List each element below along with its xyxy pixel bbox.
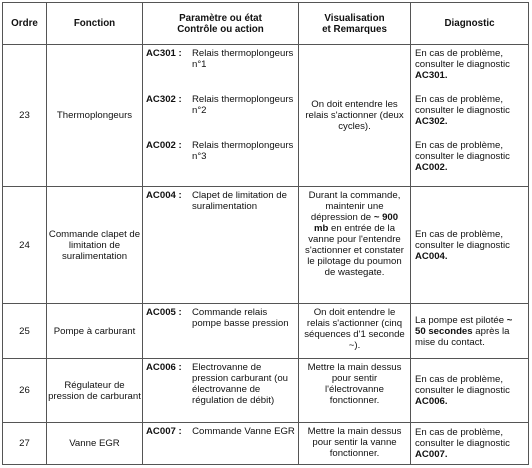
action-code: AC007 : xyxy=(146,426,182,437)
action-label: Commande relais pompe basse pression xyxy=(192,307,289,329)
cell-diagnostic: En cas de problème, consulter le diagnostic AC006. xyxy=(411,359,529,423)
action-code: AC005 : xyxy=(146,307,182,318)
cell-diagnostic: En cas de problème, consulter le diagnostic AC007. xyxy=(411,423,529,465)
action-label: Commande Vanne EGR xyxy=(192,426,295,437)
header-visualisation: Visualisation et Remarques xyxy=(299,3,411,45)
cell-diagnostic xyxy=(411,45,529,187)
table-row xyxy=(3,187,529,304)
diagnostic-entry: En cas de problème, consulter le diagnostic AC302. xyxy=(415,94,510,127)
action-label: Relais thermoplongeurs n°1 xyxy=(192,48,294,70)
cell-fonction: Thermoplongeurs xyxy=(47,45,143,187)
cell-ordre: 26 xyxy=(3,359,47,423)
cell-parametre xyxy=(143,304,299,359)
diagnostic-entry: En cas de problème, consulter le diagnostic AC002. xyxy=(415,140,510,173)
action-code: AC002 : xyxy=(146,140,182,151)
diagnostic-entry: En cas de problème, consulter le diagnostic AC301. xyxy=(415,48,510,81)
cell-ordre: 25 xyxy=(3,304,47,359)
table-row xyxy=(3,359,529,423)
diagnostic-table xyxy=(2,2,529,465)
cell-ordre: 27 xyxy=(3,423,47,465)
diagnostic-table-container xyxy=(2,2,529,465)
cell-parametre xyxy=(143,45,299,187)
header-ordre: Ordre xyxy=(3,3,47,45)
cell-ordre: 24 xyxy=(3,187,47,304)
action-label: Clapet de limitation de suralimentation xyxy=(192,190,287,212)
action-label: Relais thermoplongeurs n°3 xyxy=(192,140,294,162)
action-label: Electrovanne de pression carburant (ou électrovanne de régulation de débit) xyxy=(192,362,288,406)
header-parametre: Paramètre ou état Contrôle ou action xyxy=(143,3,299,45)
action-code: AC302 : xyxy=(146,94,182,105)
table-header-row xyxy=(3,3,529,45)
cell-fonction: Vanne EGR xyxy=(47,423,143,465)
cell-parametre xyxy=(143,423,299,465)
cell-parametre xyxy=(143,359,299,423)
action-code: AC301 : xyxy=(146,48,182,59)
header-diagnostic: Diagnostic xyxy=(411,3,529,45)
cell-visualisation: On doit entendre le relais s'actionner (cinq séquences d'1 seconde ~). xyxy=(299,304,411,359)
cell-ordre: 23 xyxy=(3,45,47,187)
cell-diagnostic: En cas de problème, consulter le diagnostic AC004. xyxy=(411,187,529,304)
action-label: Relais thermoplongeurs n°2 xyxy=(192,94,294,116)
header-fonction: Fonction xyxy=(47,3,143,45)
cell-visualisation: On doit entendre les relais s'actionner (deux cycles). xyxy=(299,45,411,187)
cell-visualisation: Mettre la main dessus pour sentir l'électrovanne fonctionner. xyxy=(299,359,411,423)
table-row xyxy=(3,423,529,465)
cell-parametre xyxy=(143,187,299,304)
cell-visualisation: Mettre la main dessus pour sentir la vanne fonctionner. xyxy=(299,423,411,465)
table-row xyxy=(3,304,529,359)
table-row xyxy=(3,45,529,187)
cell-fonction: Commande clapet de limitation de suralimentation xyxy=(47,187,143,304)
cell-visualisation: Durant la commande, maintenir une dépression de ~ 900 mb en entrée de la vanne pour l'entendre s'actionner et constater le pilotage du poumon de wastegate. xyxy=(299,187,411,304)
action-code: AC004 : xyxy=(146,190,182,201)
cell-fonction: Régulateur de pression de carburant xyxy=(47,359,143,423)
cell-fonction: Pompe à carburant xyxy=(47,304,143,359)
cell-diagnostic: La pompe est pilotée ~ 50 secondes après la mise du contact. xyxy=(411,304,529,359)
action-code: AC006 : xyxy=(146,362,182,373)
